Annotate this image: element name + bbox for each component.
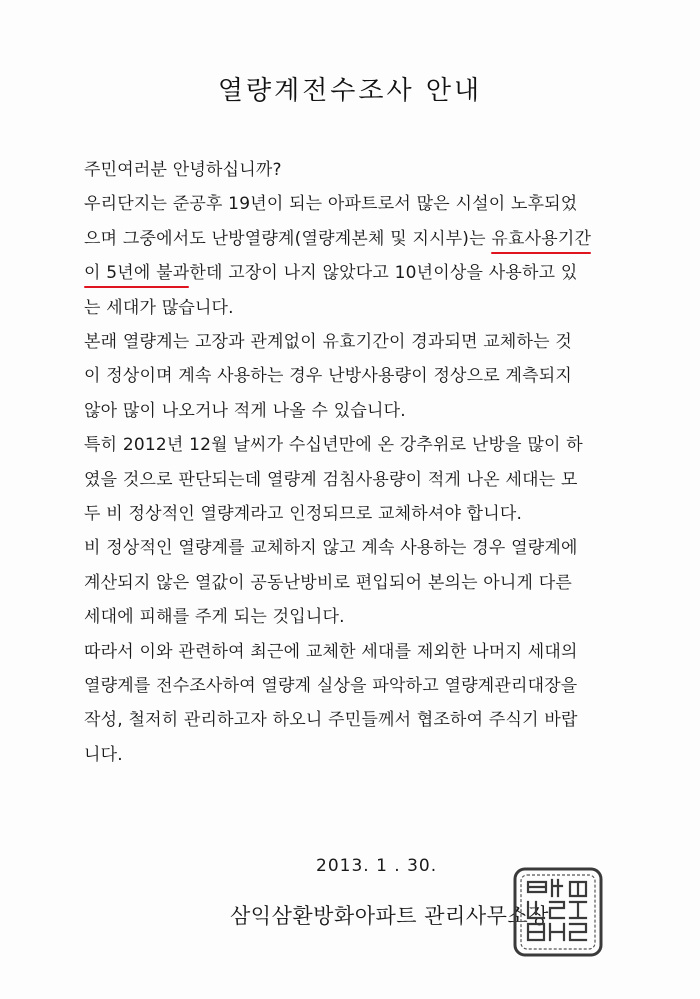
body-line <box>84 671 577 696</box>
line-text: 계산되지 않은 열값이 공동난방비로 편입되어 본의는 아니게 다른 <box>84 572 573 593</box>
body-line <box>84 430 583 455</box>
body-line <box>84 568 572 593</box>
line-text: 이 정상이며 계속 사용하는 경우 난방사용량이 정상으로 계측되지 <box>84 366 573 387</box>
underlined-text: 유효사용기간 <box>491 224 591 249</box>
line-text: 으며 그중에서도 난방열량계(열량계본체 및 지시부)는 <box>84 228 492 249</box>
body-line <box>84 155 282 180</box>
body-line <box>84 602 345 627</box>
line-text: 작성, 철저히 관리하고자 하오니 주민들께서 협조하여 주식기 바랍 <box>84 710 578 731</box>
issuer-office: 삼익삼환방화아파트 관리사무소장 <box>230 904 549 928</box>
body-line <box>84 258 577 283</box>
body-line <box>84 396 406 421</box>
body-line <box>84 293 234 318</box>
line-text: 열량계를 전수조사하여 열량계 실상을 파악하고 열량계관리대장을 <box>84 676 578 696</box>
notice-date: 2013. 1 . 30. <box>316 856 438 876</box>
body-line <box>84 224 591 249</box>
body-line <box>84 637 578 662</box>
line-text: 않아 많이 나오거나 적게 나올 수 있습니다. <box>84 400 406 421</box>
line-text: 는 세대가 많습니다. <box>84 297 234 318</box>
line-text: 세대에 피해를 주게 되는 것입니다. <box>84 607 345 628</box>
body-line <box>84 189 577 214</box>
line-text: 한데 고장이 나지 않았다고 10년이상을 사용하고 있 <box>189 263 578 284</box>
line-text: 니다. <box>84 744 123 765</box>
official-seal-stamp <box>512 866 604 958</box>
body-line <box>84 533 578 558</box>
notice-title: 열량계전수조사 안내 <box>217 76 483 106</box>
body-line <box>84 499 522 524</box>
line-text: 주민여러분 안녕하십니까? <box>84 160 282 180</box>
line-text: 두 비 정상적인 열량계라고 인정되므로 교체하셔야 합니다. <box>84 504 523 524</box>
underlined-text: 이 5년에 불과 <box>84 258 189 283</box>
body-line <box>84 361 572 386</box>
body-line <box>84 465 578 490</box>
line-text: 본래 열량계는 고장과 관계없이 유효기간이 경과되면 교체하는 것 <box>84 332 573 352</box>
line-text: 비 정상적인 열량계를 교체하지 않고 계속 사용하는 경우 열량계에 <box>84 538 578 559</box>
body-line <box>84 327 572 352</box>
line-text: 우리단지는 준공후 19년이 되는 아파트로서 많은 시설이 노후되었 <box>84 194 578 215</box>
line-text: 특히 2012년 12월 날씨가 수십년만에 온 강추위로 난방을 많이 하 <box>84 435 583 456</box>
body-line <box>84 705 578 730</box>
line-text: 따라서 이와 관련하여 최근에 교체한 세대를 제외한 나머지 세대의 <box>84 641 578 662</box>
line-text: 였을 것으로 판단되는데 열량계 검침사용량이 적게 나온 세대는 모 <box>84 469 578 490</box>
body-line <box>84 740 123 765</box>
